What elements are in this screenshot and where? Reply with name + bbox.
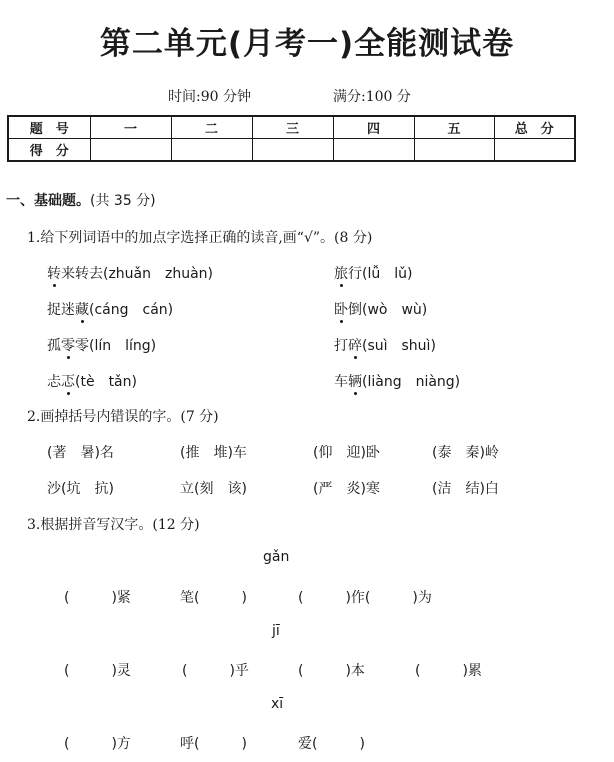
- q2-item[interactable]: (严 炎)寒: [313, 481, 380, 497]
- word-part: 来转去: [61, 266, 103, 282]
- pinyin-options[interactable]: (liàng niàng): [362, 374, 461, 390]
- word-part: 倒: [348, 302, 362, 318]
- q3-blank[interactable]: ( )方: [64, 736, 131, 752]
- word-part: 捉迷: [47, 302, 75, 318]
- q3-pinyin-ji: jī: [272, 623, 280, 639]
- cell-total-label: 总 分: [494, 116, 575, 139]
- word-part: 打: [334, 338, 348, 354]
- score-field-5[interactable]: [414, 139, 494, 162]
- section-1-heading: [6, 190, 156, 210]
- q2-item[interactable]: (著 暑)名: [47, 445, 114, 461]
- q3-blank[interactable]: ( )灵: [64, 663, 131, 679]
- pinyin-options[interactable]: (suì shuì): [362, 338, 436, 354]
- exam-title: 第二单元(月考一)全能测试卷: [99, 26, 515, 62]
- cell-section-5: 五: [414, 116, 494, 139]
- cell-section-3: 三: [252, 116, 333, 139]
- pinyin-options[interactable]: (zhuǎn zhuàn): [103, 266, 214, 282]
- cell-section-2: 二: [171, 116, 252, 139]
- score-field-total[interactable]: [494, 139, 575, 162]
- word-part: 忐: [47, 374, 61, 390]
- q3-blank[interactable]: 笔( ): [180, 590, 247, 606]
- q1-prompt: 1.给下列词语中的加点字选择正确的读音,画“√”。(8 分): [27, 230, 373, 246]
- q1-item[interactable]: [334, 335, 436, 355]
- cell-section-1: 一: [90, 116, 171, 139]
- q2-item[interactable]: 沙(坑 抗): [47, 481, 114, 497]
- dotted-char: 辆: [348, 374, 362, 390]
- q2-prompt: 2.画掉括号内错误的字。(7 分): [27, 409, 219, 425]
- score-table-header-row: [8, 116, 575, 139]
- q3-blank[interactable]: ( )累: [415, 663, 482, 679]
- dotted-char: 藏: [75, 302, 89, 318]
- q3-blank[interactable]: ( )乎: [182, 663, 249, 679]
- score-field-4[interactable]: [333, 139, 414, 162]
- cell-question-number-label: 题 号: [8, 116, 90, 139]
- q3-blank[interactable]: ( )作( )为: [298, 590, 432, 606]
- time-limit: 时间:90 分钟: [168, 89, 251, 105]
- score-table-score-row: [8, 139, 575, 162]
- q2-item[interactable]: (洁 结)白: [432, 481, 499, 497]
- word-part: 车: [334, 374, 348, 390]
- q3-blank[interactable]: ( )本: [298, 663, 365, 679]
- cell-section-4: 四: [333, 116, 414, 139]
- q1-item[interactable]: [334, 299, 427, 319]
- pinyin-options[interactable]: (lǚ lǔ): [362, 266, 413, 282]
- q3-pinyin-xi: xī: [271, 696, 284, 712]
- pinyin-options[interactable]: (wò wù): [362, 302, 428, 318]
- q1-item[interactable]: [47, 335, 156, 355]
- word-part: 零: [75, 338, 89, 354]
- pinyin-options[interactable]: (lín líng): [89, 338, 157, 354]
- dotted-char: 碎: [348, 338, 362, 354]
- q1-item[interactable]: [47, 299, 173, 319]
- score-field-2[interactable]: [171, 139, 252, 162]
- dotted-char: 零: [61, 338, 75, 354]
- word-part: 孤: [47, 338, 61, 354]
- dotted-char: 旅: [334, 266, 348, 282]
- q3-blank[interactable]: 爱( ): [298, 736, 365, 752]
- q2-item[interactable]: 立(刻 该): [180, 481, 247, 497]
- q1-item[interactable]: [47, 263, 213, 283]
- full-score: 满分:100 分: [333, 89, 411, 105]
- cell-score-label: 得 分: [8, 139, 90, 162]
- pinyin-options[interactable]: (tè tǎn): [75, 374, 137, 390]
- q3-pinyin-gan: gǎn: [263, 549, 290, 565]
- q2-item[interactable]: (泰 秦)岭: [432, 445, 499, 461]
- score-field-1[interactable]: [90, 139, 171, 162]
- q2-item[interactable]: (仰 迎)卧: [313, 445, 380, 461]
- q2-item[interactable]: (推 堆)车: [180, 445, 247, 461]
- dotted-char: 转: [47, 266, 61, 282]
- q3-blank[interactable]: 呼( ): [180, 736, 247, 752]
- q1-item[interactable]: [47, 371, 137, 391]
- q1-item[interactable]: [334, 263, 412, 283]
- section-1-points: (共 35 分): [90, 193, 156, 209]
- dotted-char: 卧: [334, 302, 348, 318]
- pinyin-options[interactable]: (cáng cán): [89, 302, 174, 318]
- score-table: [7, 115, 576, 162]
- q1-item[interactable]: [334, 371, 460, 391]
- q3-prompt: 3.根据拼音写汉字。(12 分): [27, 517, 200, 533]
- section-1-title: 一、基础题。: [6, 193, 90, 209]
- q3-blank[interactable]: ( )紧: [64, 590, 131, 606]
- score-field-3[interactable]: [252, 139, 333, 162]
- dotted-char: 忑: [61, 374, 75, 390]
- word-part: 行: [348, 266, 362, 282]
